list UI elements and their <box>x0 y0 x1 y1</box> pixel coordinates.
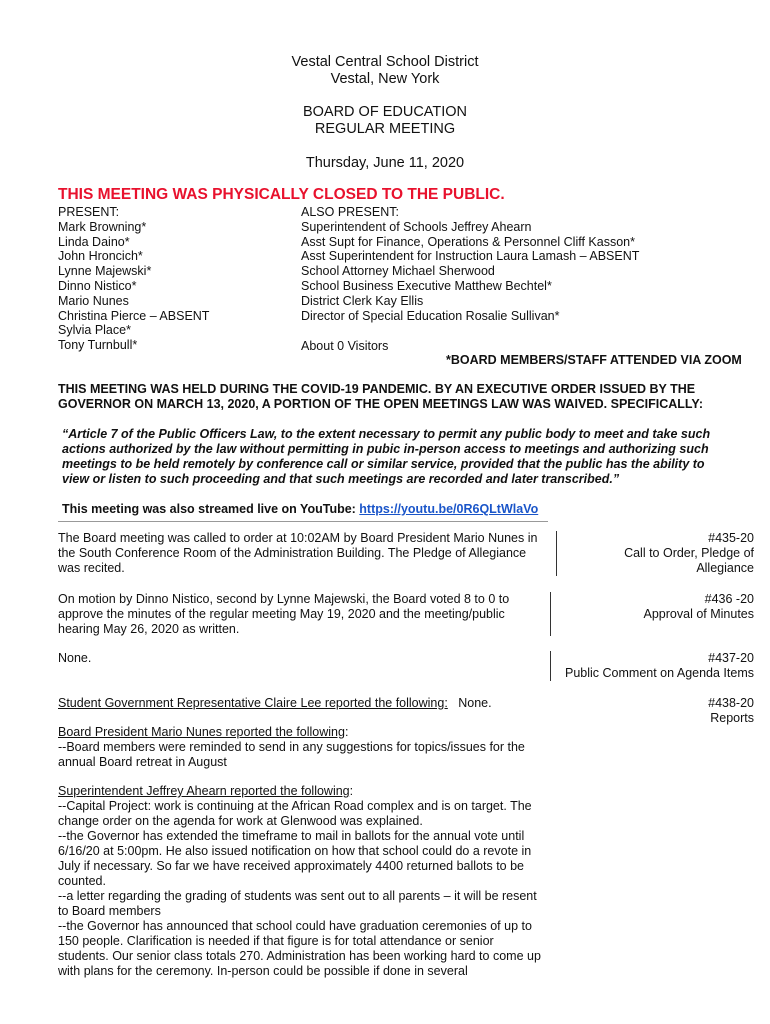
divider <box>58 521 548 522</box>
present-heading: PRESENT: <box>58 205 120 219</box>
district-location: Vestal, New York <box>330 71 440 87</box>
district-name: Vestal Central School District <box>291 54 479 70</box>
also-present-member: District Clerk Kay Ellis <box>301 293 424 308</box>
item-number: #435-20 <box>708 531 754 545</box>
report-line: --Board members were reminded to send in any suggestions for topics/issues for the annual Board retreat in August <box>58 740 525 769</box>
item-reference <box>565 651 754 681</box>
present-member: Lynne Majewski* <box>58 264 152 279</box>
report-line: --the Governor has announced that school could have graduation ceremonies of up to 150 people. Clarification is needed if that figure is for total attendance or senior students. Our senior class totals 270. Administration has been working hard to come up with plans for the ceremony. In-person could be possible if done in several <box>58 919 541 978</box>
law-quote: “Article 7 of the Public Officers Law, to the extent necessary to permit any public body to meet and take such actions authorized by the law without permitting in pubic in-person access to meetings and authorizing such meetings to be held remotely by conference call or similar service, provided that the public has the ability to view or listen to such proceeding and that such meetings are recorded and later transcribed.” <box>62 427 711 486</box>
present-member: Sylvia Place* <box>58 323 131 338</box>
closed-notice: THIS MEETING WAS PHYSICALLY CLOSED TO THE PUBLIC. <box>58 186 505 203</box>
item-divider <box>550 592 551 636</box>
stream-text: This meeting was also streamed live on YouTube: <box>62 502 360 516</box>
present-list <box>58 205 209 353</box>
item-divider <box>556 531 557 576</box>
item-title: Public Comment on Agenda Items <box>565 666 754 680</box>
also-present-member: School Attorney Michael Sherwood <box>301 264 495 279</box>
item-number: #437-20 <box>708 651 754 665</box>
present-member: Mario Nunes <box>58 293 129 308</box>
minutes-item: None. <box>58 651 92 665</box>
also-present-heading: ALSO PRESENT: <box>301 205 399 219</box>
item-reference <box>624 531 754 576</box>
stream-notice <box>62 502 538 517</box>
report-line: --Capital Project: work is continuing at the African Road complex and is on target. The change order on the agenda for work at Glenwood was explained. <box>58 799 532 828</box>
district-header <box>0 54 770 88</box>
student-report-heading: Student Government Representative Claire Lee reported the following: <box>58 696 448 710</box>
report-line: --the Governor has extended the timeframe to mail in ballots for the annual vote until 6/16/20 at 5:00pm. He also issued notification on how that school could do a revote in July if necessary. So far we have received approximately 4400 returned ballots to be counted. <box>58 829 532 888</box>
also-present-member: Director of Special Education Rosalie Sullivan* <box>301 308 560 323</box>
present-member: Mark Browning* <box>58 219 147 234</box>
student-report-text: None. <box>447 696 492 710</box>
also-present-member: Asst Superintendent for Instruction Laura Lamash – ABSENT <box>301 249 640 264</box>
also-present-member: Superintendent of Schools Jeffrey Ahearn <box>301 219 532 234</box>
item-divider <box>550 651 551 681</box>
item-reference <box>644 592 754 622</box>
report-line: --a letter regarding the grading of students was sent out to all parents – it will be resent to Board members <box>58 889 537 918</box>
item-title: Allegiance <box>696 561 754 575</box>
superintendent-report: Superintendent Jeffrey Ahearn reported the following: --Capital Project: work is continuing at the African Road complex and is on target. The change order on the agenda for work at Glenwood was explained. --the Governor has extended the timeframe to mail in ballots for the annual vote until 6/16/20 at 5:00pm. He also issued notification on how that school could do a revote in July if necessary. So far we have received approximately 4400 returned ballots to be counted. --a letter regarding the grading of students was sent out to all parents – it will be resent to Board members --the Governor has announced that school could have graduation ceremonies of up to 150 people. Clarification is needed if that figure is for total attendance or senior students. Our senior class totals 270. Administration has been working hard to come up with plans for the ceremony. In-person could be possible if done in several <box>58 784 544 979</box>
present-member: John Hroncich* <box>58 249 143 264</box>
item-title: Reports <box>710 711 754 725</box>
president-report: Board President Mario Nunes reported the following: --Board members were reminded to send in any suggestions for topics/issues for the annual Board retreat in August <box>58 725 544 770</box>
president-report-heading: Board President Mario Nunes reported the following <box>58 725 345 739</box>
superintendent-report-heading: Superintendent Jeffrey Ahearn reported the following <box>58 784 350 798</box>
present-member: Tony Turnbull* <box>58 338 138 353</box>
covid-notice: THIS MEETING WAS HELD DURING THE COVID-19 PANDEMIC. BY AN EXECUTIVE ORDER ISSUED BY THE GOVERNOR ON MARCH 13, 2020, A PORTION OF THE OPEN MEETINGS LAW WAS WAIVED. SPECIFICALLY: <box>58 382 703 411</box>
meeting-header <box>0 104 770 138</box>
youtube-link[interactable]: https://youtu.be/0R6QLtWlaVo <box>359 502 539 516</box>
present-member: Linda Daino* <box>58 234 130 249</box>
visitors-count: About 0 Visitors <box>301 339 389 353</box>
present-member: Dinno Nistico* <box>58 278 137 293</box>
minutes-item: On motion by Dinno Nistico, second by Lynne Majewski, the Board voted 8 to 0 to approve the minutes of the regular meeting May 19, 2020 and the meeting/public hearing May 26, 2020 as written. <box>58 592 510 636</box>
meeting-type: REGULAR MEETING <box>314 121 456 137</box>
also-present-member: School Business Executive Matthew Bechtel* <box>301 278 552 293</box>
student-report <box>58 696 544 711</box>
also-present-list <box>301 205 639 323</box>
item-number: #436 -20 <box>704 592 754 606</box>
item-reference <box>708 696 754 726</box>
zoom-note: *BOARD MEMBERS/STAFF ATTENDED VIA ZOOM <box>446 353 742 367</box>
item-title: Approval of Minutes <box>643 607 754 621</box>
board-name: BOARD OF EDUCATION <box>302 104 468 120</box>
minutes-item: The Board meeting was called to order at 10:02AM by Board President Mario Nunes in the South Conference Room of the Administration Building. The Pledge of Allegiance was recited. <box>58 531 538 575</box>
meeting-date: Thursday, June 11, 2020 <box>305 155 465 171</box>
item-title: Call to Order, Pledge of <box>624 546 754 560</box>
present-member: Christina Pierce – ABSENT <box>58 308 210 323</box>
item-number: #438-20 <box>708 696 754 710</box>
also-present-member: Asst Supt for Finance, Operations & Personnel Cliff Kasson* <box>301 234 635 249</box>
